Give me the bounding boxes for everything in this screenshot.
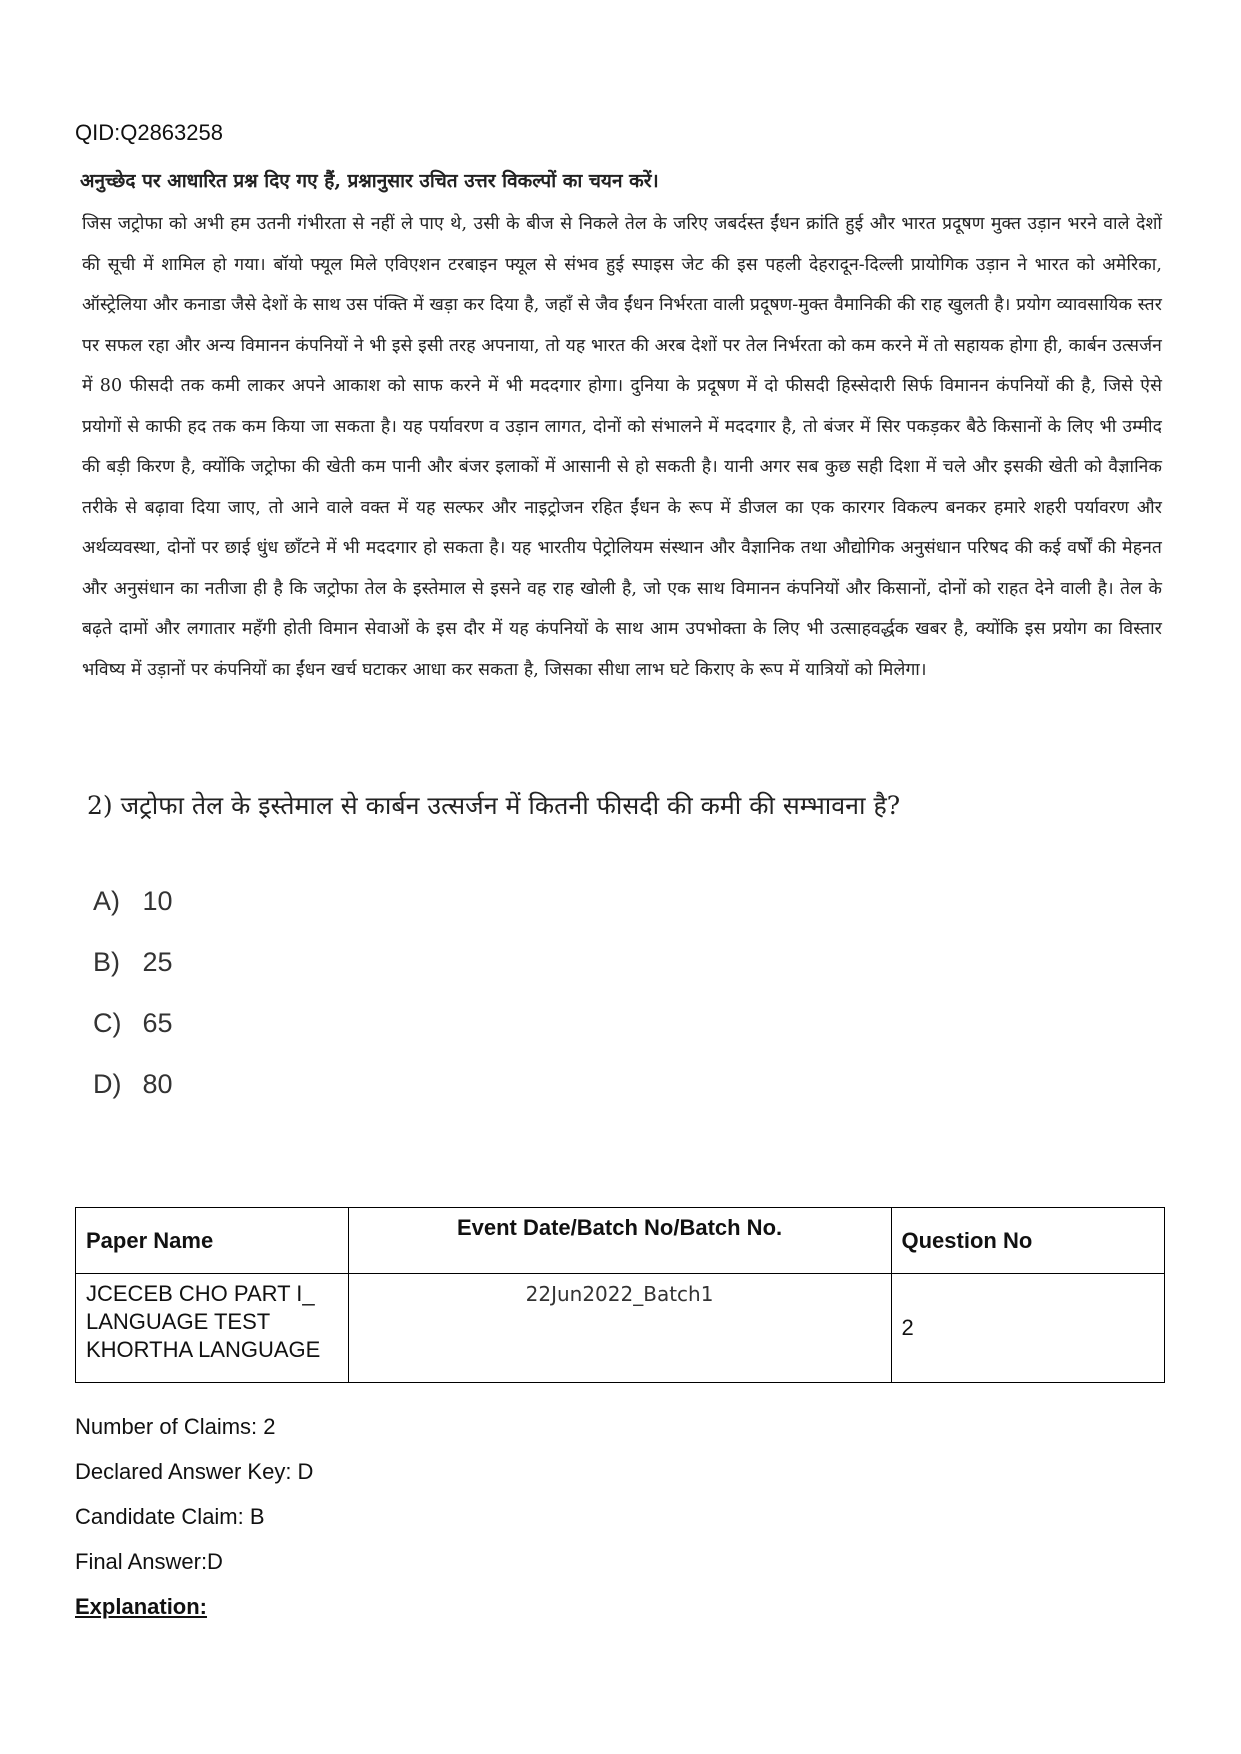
explanation-heading: Explanation:: [75, 1594, 208, 1619]
header-paper-name: Paper Name: [76, 1208, 349, 1274]
paper-info-table: [75, 1207, 1165, 1383]
option-value: 25: [142, 947, 173, 977]
batch-cell: 22Jun2022_Batch1: [348, 1274, 891, 1383]
question-no-cell: 2: [891, 1274, 1165, 1383]
candidate-claim: Candidate Claim: B: [75, 1504, 265, 1529]
claim-summary: [75, 1412, 313, 1637]
option-value: 10: [142, 886, 173, 916]
instruction-text: अनुच्छेद पर आधारित प्रश्न दिए गए हैं, प्रश्नानुसार उचित उत्तर विकल्पों का चयन करें।: [80, 170, 659, 192]
question-text: 2) जट्रोफा तेल के इस्तेमाल से कार्बन उत्सर्जन में कितनी फीसदी की कमी की सम्भावना है?: [87, 791, 901, 820]
paper-name-line: KHORTHA LANGUAGE: [86, 1337, 321, 1362]
option-value: 80: [142, 1069, 173, 1099]
option-label: B): [93, 947, 120, 977]
option-d: [93, 1063, 173, 1124]
table-header-row: [76, 1208, 1165, 1274]
final-answer: Final Answer:D: [75, 1549, 223, 1574]
header-question-no: Question No: [891, 1208, 1165, 1274]
number-of-claims: Number of Claims: 2: [75, 1414, 276, 1439]
header-event-date: Event Date/Batch No/Batch No.: [348, 1208, 891, 1274]
paper-name-line: LANGUAGE TEST: [86, 1309, 271, 1334]
option-c: [93, 1002, 173, 1063]
question-id: QID:Q2863258: [75, 120, 223, 145]
passage-text: जिस जट्रोफा को अभी हम उतनी गंभीरता से नहीं ले पाए थे, उसी के बीज से निकले तेल के जरिए जबर्दस्त ईंधन क्रांति हुई और भारत प्रदूषण मुक्त उड़ान भरने वाले देशों की सूची में शामिल हो गया। बॉयो फ्यूल मिले एविएशन टरबाइन फ्यूल से संभव हुई स्पाइस जेट की इस पहली देहरादून-दिल्ली प्रायोगिक उड़ान ने भारत को अमेरिका, ऑस्ट्रेलिया और कनाडा जैसे देशों के साथ उस पंक्ति में खड़ा कर दिया है, जहाँ से जैव ईंधन निर्भरता वाली प्रदूषण-मुक्त वैमानिकी की राह खुलती है। प्रयोग व्यावसायिक स्तर पर सफल रहा और अन्य विमानन कंपनियों ने भी इसे इसी तरह अपनाया, तो यह भारत की अरब देशों पर तेल निर्भरता को कम करने में तो सहायक होगा ही, कार्बन उत्सर्जन में 80 फीसदी तक कमी लाकर अपने आकाश को साफ करने में भी मददगार होगा। दुनिया के प्रदूषण में दो फीसदी हिस्सेदारी सिर्फ विमानन कंपनियों की है, जिसे ऐसे प्रयोगों से काफी हद तक कम किया जा सकता है। यह पर्यावरण व उड़ान लागत, दोनों को संभालने में मददगार है, तो बंजर में सिर पकड़कर बैठे किसानों के लिए भी उम्मीद की बड़ी किरण है, क्योंकि जट्रोफा की खेती कम पानी और बंजर इलाकों में आसानी से हो सकती है। यानी अगर सब कुछ सही दिशा में चले और इसकी खेती को वैज्ञानिक तरीके से बढ़ावा दिया जाए, तो आने वाले वक्त में यह सल्फर और नाइट्रोजन रहित ईंधन के रूप में डीजल का एक कारगर विकल्प बनकर हमारे शहरी पर्यावरण और अर्थव्यवस्था, दोनों पर छाई धुंध छाँटने में भी मददगार हो सकता है। यह भारतीय पेट्रोलियम संस्थान और वैज्ञानिक तथा औद्योगिक अनुसंधान परिषद की कई वर्षों की मेहनत और अनुसंधान का नतीजा ही है कि जट्रोफा तेल के इस्तेमाल से इसने वह राह खोली है, जो एक साथ विमानन कंपनियों और किसानों, दोनों को राहत देने वाली है। तेल के बढ़ते दामों और लगातार महँगी होती विमान सेवाओं के इस दौर में यह कंपनियों के साथ आम उपभोक्ता के लिए भी उत्साहवर्द्धक खबर है, क्योंकि इस प्रयोग का विस्तार भविष्य में उड़ानों पर कंपनियों का ईंधन खर्च घटाकर आधा कर सकता है, जिसका सीधा लाभ घटे किराए के रूप में यात्रियों को मिलेगा।: [82, 214, 1163, 680]
option-value: 65: [142, 1008, 173, 1038]
options-list: [93, 880, 173, 1124]
table-row: [76, 1274, 1165, 1383]
paper-name-line: JCECEB CHO PART I_: [86, 1281, 315, 1306]
option-label: A): [93, 886, 120, 916]
paper-name-cell: [76, 1274, 349, 1383]
option-label: D): [93, 1069, 122, 1099]
option-b: [93, 941, 173, 1002]
declared-answer-key: Declared Answer Key: D: [75, 1459, 314, 1484]
option-label: C): [93, 1008, 122, 1038]
option-a: [93, 880, 173, 941]
